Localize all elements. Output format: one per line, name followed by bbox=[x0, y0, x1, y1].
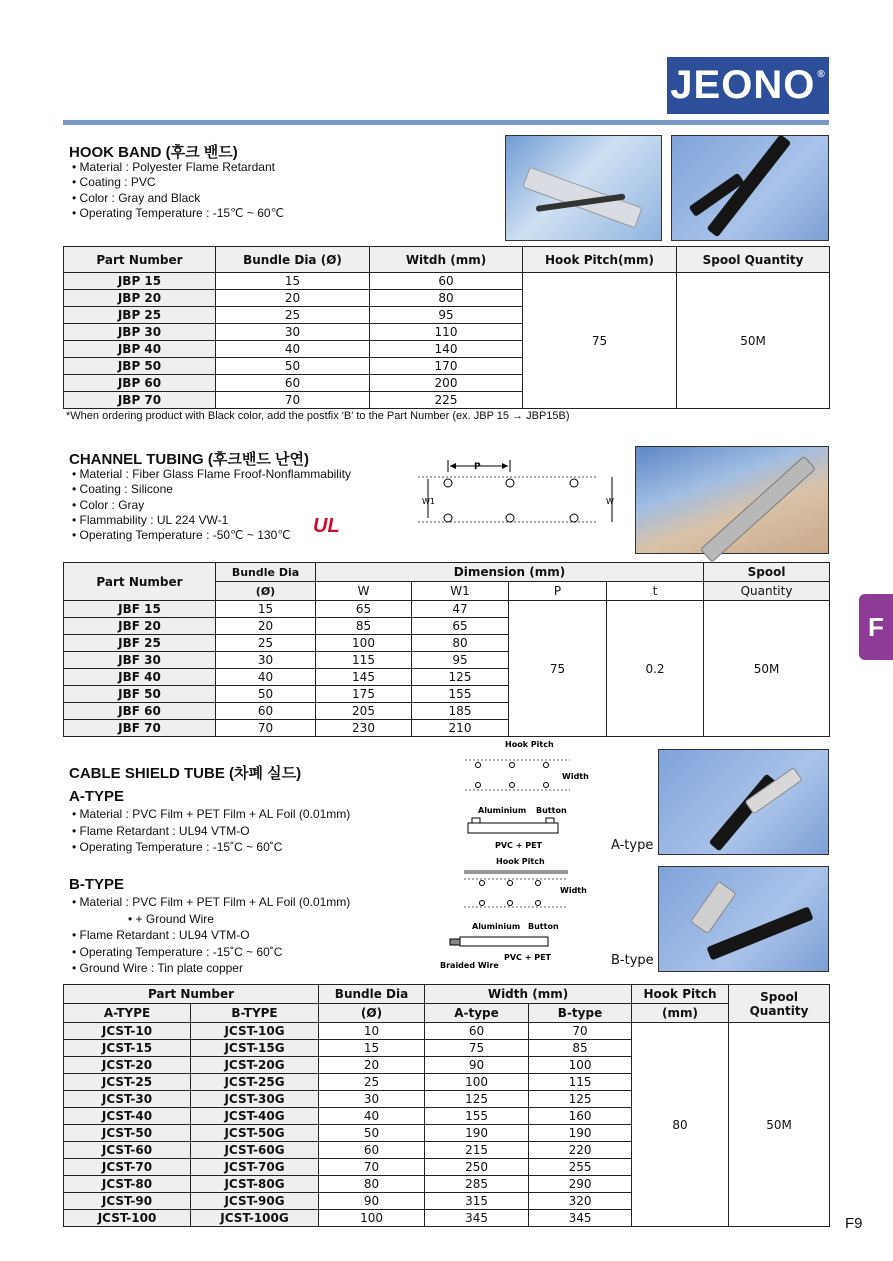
table-cell: 145 bbox=[316, 669, 412, 686]
table-cell: 60 bbox=[216, 703, 316, 720]
table-cell: 30 bbox=[216, 324, 370, 341]
table-cell: 125 bbox=[412, 669, 509, 686]
table-cell: JBF 20 bbox=[64, 618, 216, 635]
col-header: Hook Pitch bbox=[632, 985, 729, 1004]
spec-item: • Flame Retardant : UL94 VTM-O bbox=[72, 927, 350, 944]
table-cell: 205 bbox=[316, 703, 412, 720]
t-value: 0.2 bbox=[607, 601, 704, 737]
aluminium-label: Aluminium bbox=[472, 922, 521, 931]
spec-item: • Operating Temperature : -15℃ ~ 60℃ bbox=[72, 206, 284, 221]
spec-item: • Material : Polyester Flame Retardant bbox=[72, 160, 284, 175]
table-cell: 65 bbox=[412, 618, 509, 635]
b-type-specs bbox=[72, 894, 350, 977]
hook-pitch-value: 75 bbox=[523, 273, 677, 409]
cable-shield-table bbox=[63, 984, 830, 1227]
a-type-diagram bbox=[440, 738, 600, 856]
table-cell: 315 bbox=[425, 1193, 529, 1210]
table-cell: 110 bbox=[370, 324, 523, 341]
table-cell: 175 bbox=[316, 686, 412, 703]
col-header: B-TYPE bbox=[191, 1004, 319, 1023]
table-cell: 85 bbox=[316, 618, 412, 635]
table-cell: 25 bbox=[216, 307, 370, 324]
p-value: 75 bbox=[509, 601, 607, 737]
table-cell: 60 bbox=[425, 1023, 529, 1040]
spec-item: • + Ground Wire bbox=[72, 911, 350, 928]
spool-value: 50M bbox=[704, 601, 830, 737]
table-cell: 90 bbox=[319, 1193, 425, 1210]
col-header: A-TYPE bbox=[64, 1004, 191, 1023]
table-cell: 60 bbox=[370, 273, 523, 290]
table-cell: JBF 15 bbox=[64, 601, 216, 618]
hook-band-table bbox=[63, 246, 830, 409]
brand-logo: JEONO ® bbox=[667, 57, 829, 114]
table-cell: 215 bbox=[425, 1142, 529, 1159]
hook-band-specs bbox=[72, 160, 284, 221]
hook-pitch-label: Hook Pitch bbox=[505, 740, 554, 749]
a-type-specs bbox=[72, 806, 350, 856]
spec-item: • Operating Temperature : -15˚C ~ 60˚C bbox=[72, 944, 350, 961]
col-header: Quantity bbox=[704, 582, 830, 601]
col-header: A-type bbox=[425, 1004, 529, 1023]
col-header: Bundle Dia bbox=[319, 985, 425, 1004]
table-cell: 140 bbox=[370, 341, 523, 358]
table-cell: 320 bbox=[529, 1193, 632, 1210]
col-header: Hook Pitch(mm) bbox=[523, 247, 677, 273]
channel-tubing-table bbox=[63, 562, 830, 737]
channel-tubing-title: CHANNEL TUBING (후크밴드 난연) bbox=[69, 451, 309, 468]
table-cell: 100 bbox=[529, 1057, 632, 1074]
table-cell: 100 bbox=[316, 635, 412, 652]
table-cell: 47 bbox=[412, 601, 509, 618]
col-header: P bbox=[509, 582, 607, 601]
table-cell: JBP 30 bbox=[64, 324, 216, 341]
table-cell: 20 bbox=[216, 290, 370, 307]
col-header: Witdh (mm) bbox=[370, 247, 523, 273]
table-cell: JBP 40 bbox=[64, 341, 216, 358]
table-cell: 80 bbox=[370, 290, 523, 307]
col-header: Width (mm) bbox=[425, 985, 632, 1004]
table-cell: JCST-30 bbox=[64, 1091, 191, 1108]
channel-tubing-diagram bbox=[408, 452, 626, 532]
table-cell: 30 bbox=[216, 652, 316, 669]
table-cell: JCST-70 bbox=[64, 1159, 191, 1176]
table-cell: JBP 20 bbox=[64, 290, 216, 307]
table-cell: JCST-50 bbox=[64, 1125, 191, 1142]
col-header: (mm) bbox=[632, 1004, 729, 1023]
table-cell: 170 bbox=[370, 358, 523, 375]
table-cell: JCST-10G bbox=[191, 1023, 319, 1040]
table-cell: 50 bbox=[319, 1125, 425, 1142]
table-cell: 210 bbox=[412, 720, 509, 737]
spec-item: • Ground Wire : Tin plate copper bbox=[72, 960, 350, 977]
spec-item: • Flame Retardant : UL94 VTM-O bbox=[72, 823, 350, 840]
b-type-title: B-TYPE bbox=[69, 876, 125, 893]
table-cell: JBF 40 bbox=[64, 669, 216, 686]
spec-item: • Material : PVC Film + PET Film + AL Foil (0.01mm) bbox=[72, 806, 350, 823]
table-cell: JCST-50G bbox=[191, 1125, 319, 1142]
col-header: Part Number bbox=[64, 247, 216, 273]
table-cell: 100 bbox=[425, 1074, 529, 1091]
table-cell: JCST-20G bbox=[191, 1057, 319, 1074]
table-cell: 60 bbox=[216, 375, 370, 392]
spec-item: • Color : Gray and Black bbox=[72, 191, 284, 206]
table-cell: 255 bbox=[529, 1159, 632, 1176]
table-cell: JCST-25 bbox=[64, 1074, 191, 1091]
table-cell: JCST-90 bbox=[64, 1193, 191, 1210]
table-cell: JCST-10 bbox=[64, 1023, 191, 1040]
table-cell: 20 bbox=[319, 1057, 425, 1074]
table-cell: 10 bbox=[319, 1023, 425, 1040]
ul-certification-logo: UL bbox=[313, 515, 340, 537]
table-cell: 125 bbox=[425, 1091, 529, 1108]
table-cell: 115 bbox=[316, 652, 412, 669]
col-header: Spool bbox=[704, 563, 830, 582]
width-label: Width bbox=[560, 886, 587, 895]
spec-item: • Operating Temperature : -50℃ ~ 130℃ bbox=[72, 528, 351, 543]
col-header: Bundle Dia (Ø) bbox=[216, 247, 370, 273]
table-cell: 125 bbox=[529, 1091, 632, 1108]
pvc-pet-label: PVC + PET bbox=[495, 841, 542, 850]
table-cell: JCST-40 bbox=[64, 1108, 191, 1125]
table-cell: 70 bbox=[216, 720, 316, 737]
channel-tubing-photo bbox=[635, 446, 829, 554]
width-label: Width bbox=[562, 772, 589, 781]
table-cell: 50 bbox=[216, 686, 316, 703]
table-cell: 15 bbox=[216, 601, 316, 618]
header-rule bbox=[63, 120, 829, 125]
col-header: (Ø) bbox=[319, 1004, 425, 1023]
table-cell: JCST-80G bbox=[191, 1176, 319, 1193]
table-cell: JCST-15 bbox=[64, 1040, 191, 1057]
table-cell: 60 bbox=[319, 1142, 425, 1159]
b-type-label: B-type bbox=[611, 953, 654, 968]
col-header: Part Number bbox=[64, 985, 319, 1004]
spool-value: 50M bbox=[729, 1023, 830, 1227]
button-label: Button bbox=[536, 806, 567, 815]
table-cell: JCST-30G bbox=[191, 1091, 319, 1108]
page-number: F9 bbox=[845, 1215, 863, 1232]
table-cell: 25 bbox=[216, 635, 316, 652]
spec-item: • Operating Temperature : -15˚C ~ 60˚C bbox=[72, 839, 350, 856]
table-cell: 230 bbox=[316, 720, 412, 737]
p-label: P bbox=[474, 462, 481, 472]
braided-wire-label: Braided Wire bbox=[440, 961, 499, 970]
table-cell: 40 bbox=[216, 669, 316, 686]
table-cell: 50 bbox=[216, 358, 370, 375]
col-header: (Ø) bbox=[216, 582, 316, 601]
table-cell: JCST-90G bbox=[191, 1193, 319, 1210]
table-cell: 80 bbox=[412, 635, 509, 652]
pvc-pet-label: PVC + PET bbox=[504, 953, 551, 962]
table-cell: 30 bbox=[319, 1091, 425, 1108]
table-cell: JBP 25 bbox=[64, 307, 216, 324]
col-header: B-type bbox=[529, 1004, 632, 1023]
table-cell: JBF 60 bbox=[64, 703, 216, 720]
spec-item: • Material : PVC Film + PET Film + AL Foil (0.01mm) bbox=[72, 894, 350, 911]
table-cell: 25 bbox=[319, 1074, 425, 1091]
table-cell: JCST-100G bbox=[191, 1210, 319, 1227]
hook-band-photo-black bbox=[671, 135, 829, 241]
table-cell: JCST-80 bbox=[64, 1176, 191, 1193]
table-cell: 100 bbox=[319, 1210, 425, 1227]
hook-pitch-value: 80 bbox=[632, 1023, 729, 1227]
table-cell: JBF 25 bbox=[64, 635, 216, 652]
table-cell: JCST-100 bbox=[64, 1210, 191, 1227]
spool-value: 50M bbox=[677, 273, 830, 409]
hook-pitch-label: Hook Pitch bbox=[496, 857, 545, 866]
col-header: Spool Quantity bbox=[677, 247, 830, 273]
a-type-label: A-type bbox=[611, 838, 654, 853]
b-type-diagram bbox=[438, 855, 600, 973]
hook-band-photo-gray bbox=[505, 135, 662, 241]
table-cell: JCST-40G bbox=[191, 1108, 319, 1125]
table-cell: 95 bbox=[412, 652, 509, 669]
spec-item: • Color : Gray bbox=[72, 498, 351, 513]
table-cell: 85 bbox=[529, 1040, 632, 1057]
table-cell: 190 bbox=[529, 1125, 632, 1142]
col-header: Dimension (mm) bbox=[316, 563, 704, 582]
table-cell: 185 bbox=[412, 703, 509, 720]
table-cell: 95 bbox=[370, 307, 523, 324]
table-cell: 65 bbox=[316, 601, 412, 618]
aluminium-label: Aluminium bbox=[478, 806, 527, 815]
w1-label: W1 bbox=[422, 497, 435, 506]
table-cell: JCST-25G bbox=[191, 1074, 319, 1091]
table-cell: 75 bbox=[425, 1040, 529, 1057]
table-cell: JBP 60 bbox=[64, 375, 216, 392]
table-cell: 20 bbox=[216, 618, 316, 635]
table-cell: 70 bbox=[216, 392, 370, 409]
b-type-photo bbox=[658, 866, 829, 972]
table-cell: 70 bbox=[529, 1023, 632, 1040]
table-cell: 160 bbox=[529, 1108, 632, 1125]
table-cell: 115 bbox=[529, 1074, 632, 1091]
col-header: Spool Quantity bbox=[729, 985, 830, 1023]
table-cell: 155 bbox=[425, 1108, 529, 1125]
col-header: W bbox=[316, 582, 412, 601]
table-cell: 220 bbox=[529, 1142, 632, 1159]
hook-band-note: *When ordering product with Black color, add the postfix 'B' to the Part Number (ex. JBP 15 → JBP15B) bbox=[66, 410, 570, 422]
spec-item: • Flammability : UL 224 VW-1 bbox=[72, 513, 351, 528]
table-cell: JBF 30 bbox=[64, 652, 216, 669]
table-cell: 345 bbox=[425, 1210, 529, 1227]
table-cell: 90 bbox=[425, 1057, 529, 1074]
spec-item: • Material : Fiber Glass Flame Froof-Nonflammability bbox=[72, 467, 351, 482]
table-cell: JBF 50 bbox=[64, 686, 216, 703]
table-cell: JCST-15G bbox=[191, 1040, 319, 1057]
col-header: Bundle Dia bbox=[216, 563, 316, 582]
table-cell: JCST-60G bbox=[191, 1142, 319, 1159]
table-cell: 70 bbox=[319, 1159, 425, 1176]
table-cell: JBP 70 bbox=[64, 392, 216, 409]
w-label: W bbox=[606, 497, 614, 506]
table-cell: JCST-20 bbox=[64, 1057, 191, 1074]
hook-band-title: HOOK BAND (후크 밴드) bbox=[69, 144, 238, 161]
table-cell: JBP 50 bbox=[64, 358, 216, 375]
table-cell: JBF 70 bbox=[64, 720, 216, 737]
channel-tubing-specs bbox=[72, 467, 351, 543]
a-type-photo bbox=[658, 749, 829, 855]
table-cell: 200 bbox=[370, 375, 523, 392]
button-label: Button bbox=[528, 922, 559, 931]
col-header: W1 bbox=[412, 582, 509, 601]
a-type-title: A-TYPE bbox=[69, 788, 125, 805]
table-cell: JBP 15 bbox=[64, 273, 216, 290]
spec-item: • Coating : PVC bbox=[72, 175, 284, 190]
table-cell: 250 bbox=[425, 1159, 529, 1176]
section-tab[interactable]: F bbox=[859, 594, 893, 660]
table-cell: 345 bbox=[529, 1210, 632, 1227]
table-cell: 80 bbox=[319, 1176, 425, 1193]
table-cell: JCST-60 bbox=[64, 1142, 191, 1159]
table-cell: 40 bbox=[216, 341, 370, 358]
table-cell: 15 bbox=[216, 273, 370, 290]
table-cell: 40 bbox=[319, 1108, 425, 1125]
table-cell: 290 bbox=[529, 1176, 632, 1193]
table-cell: JCST-70G bbox=[191, 1159, 319, 1176]
table-cell: 155 bbox=[412, 686, 509, 703]
table-cell: 190 bbox=[425, 1125, 529, 1142]
table-cell: 285 bbox=[425, 1176, 529, 1193]
table-cell: 225 bbox=[370, 392, 523, 409]
table-cell: 15 bbox=[319, 1040, 425, 1057]
cable-shield-title: CABLE SHIELD TUBE (차폐 실드) bbox=[69, 765, 302, 782]
spec-item: • Coating : Silicone bbox=[72, 482, 351, 497]
col-header: Part Number bbox=[64, 563, 216, 601]
col-header: t bbox=[607, 582, 704, 601]
